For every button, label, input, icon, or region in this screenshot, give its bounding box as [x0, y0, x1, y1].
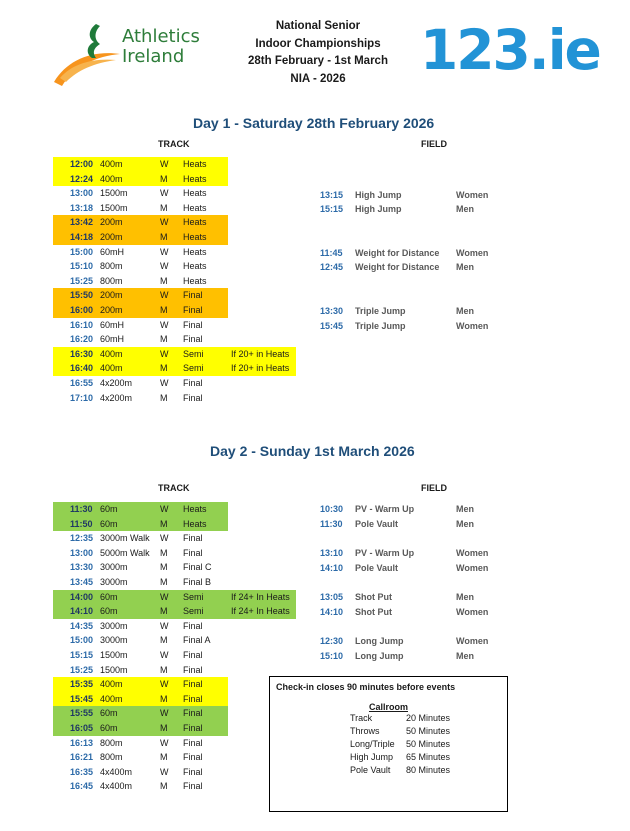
event-round: Heats [183, 232, 207, 242]
track-row [53, 663, 228, 678]
event-round: Final [183, 693, 203, 704]
field-row [320, 561, 520, 576]
event-gender: M [160, 334, 168, 345]
event-time: 14:10 [320, 562, 344, 573]
field-row [320, 517, 520, 532]
event-time: 11:45 [320, 247, 343, 258]
checkin-box [269, 676, 508, 812]
track-row [53, 648, 228, 663]
event-name: 200m [100, 232, 123, 242]
track-row [53, 517, 228, 532]
event-gender: W [160, 650, 169, 660]
event-time: 15:55 [70, 708, 94, 719]
event-time: 16:55 [70, 378, 94, 388]
event-time: 15:00 [70, 246, 94, 257]
event-name: 60m [100, 504, 118, 514]
event-gender: W [160, 319, 169, 330]
event-round: Semi [183, 348, 204, 359]
track-row [53, 230, 228, 245]
event-time: 15:50 [70, 290, 94, 301]
event-gender: Women [456, 636, 489, 646]
event-gender: Men [456, 262, 474, 272]
track-row [53, 633, 228, 648]
event-name: 200m [100, 290, 123, 301]
track-row [53, 677, 228, 692]
event-gender: W [160, 378, 169, 388]
event-gender: W [160, 737, 169, 748]
field-row [320, 649, 520, 664]
event-name: 800m [100, 752, 123, 763]
event-gender: M [160, 547, 168, 558]
event-time: 11:50 [70, 518, 93, 529]
event-time: 15:45 [320, 320, 344, 331]
event-name: 1500m [100, 202, 128, 213]
event-name: 4x400m [100, 766, 133, 777]
event-name: Weight for Distance [355, 247, 440, 258]
event-round: Final [183, 620, 203, 631]
event-round: Semi [183, 591, 204, 602]
event-name: 4x200m [100, 392, 133, 403]
event-gender: Men [456, 650, 474, 661]
event-time: 17:10 [70, 392, 94, 403]
event-time: 15:45 [70, 693, 94, 704]
event-round: Heats [183, 159, 207, 169]
event-name: 1500m [100, 188, 128, 199]
track-row [53, 361, 296, 376]
event-time: 16:13 [70, 737, 94, 748]
track-row [53, 721, 228, 736]
event-gender: W [160, 188, 169, 199]
event-gender: W [160, 708, 169, 719]
event-time: 14:18 [70, 232, 94, 242]
event-round: Final [183, 737, 203, 748]
event-gender: W [160, 679, 169, 690]
track-row [53, 502, 228, 517]
track-row [53, 172, 228, 187]
event-time: 16:20 [70, 334, 94, 345]
event-gender: W [160, 159, 169, 169]
event-round: Final [183, 392, 203, 403]
event-gender: Women [456, 320, 489, 331]
event-gender: Men [456, 306, 474, 316]
event-round: Final [183, 319, 203, 330]
event-time: 16:40 [70, 363, 94, 374]
event-note: If 20+ in Heats [231, 363, 290, 374]
field-row [320, 319, 520, 334]
event-gender: M [160, 781, 168, 792]
event-time: 15:25 [70, 275, 94, 286]
field-row [320, 188, 520, 203]
event-round: Final [183, 378, 203, 388]
event-time: 13:45 [70, 577, 94, 587]
event-name: 3000m [100, 562, 128, 573]
event-gender: Men [456, 504, 474, 514]
event-gender: M [160, 577, 168, 587]
event-time: 12:35 [70, 533, 94, 544]
day2-field-label: FIELD [421, 483, 447, 493]
event-name: 60mH [100, 334, 125, 345]
event-time: 15:10 [320, 650, 344, 661]
event-time: 13:15 [320, 189, 344, 200]
event-gender: Women [456, 562, 489, 573]
event-time: 15:15 [70, 650, 94, 660]
event-name: 60mH [100, 246, 125, 257]
event-round: Heats [183, 246, 207, 257]
event-time: 14:00 [70, 591, 94, 602]
event-round: Semi [183, 606, 204, 617]
event-gender: W [160, 766, 169, 777]
event-name: 60mH [100, 319, 125, 330]
track-row [53, 531, 228, 546]
event-round: Final B [183, 577, 212, 587]
event-gender: M [160, 518, 168, 529]
event-round: Final C [183, 562, 212, 573]
track-row [53, 376, 228, 391]
event-name: 200m [100, 217, 123, 228]
event-round: Final [183, 664, 203, 675]
event-round: Final [183, 290, 203, 301]
event-gender: W [160, 261, 169, 272]
event-time: 10:30 [320, 504, 344, 514]
event-round: Final [183, 334, 203, 345]
event-gender: M [160, 752, 168, 763]
event-gender: M [160, 606, 168, 617]
callroom-time: 80 Minutes [406, 765, 451, 775]
callroom-event: High Jump [350, 752, 394, 762]
event-time: 14:35 [70, 620, 94, 631]
event-name: PV - Warm Up [355, 504, 415, 514]
title-line: NIA - 2026 [290, 72, 346, 85]
track-row [53, 604, 296, 619]
event-round: Semi [183, 363, 204, 374]
event-time: 13:05 [320, 592, 344, 602]
track-row [53, 288, 228, 303]
event-time: 11:30 [70, 504, 93, 514]
event-name: PV - Warm Up [355, 548, 415, 558]
track-row [53, 391, 228, 406]
event-round: Heats [183, 275, 207, 286]
event-name: 200m [100, 305, 123, 315]
track-row [53, 332, 228, 347]
event-name: 60m [100, 708, 118, 719]
event-name: 1500m [100, 650, 128, 660]
track-row [53, 575, 228, 590]
event-note: If 24+ In Heats [231, 606, 290, 617]
day2-track-label: TRACK [158, 483, 190, 493]
event-time: 12:00 [70, 159, 94, 169]
field-row [320, 546, 520, 561]
page-title [230, 18, 406, 88]
event-gender: Women [456, 189, 489, 200]
callroom-time: 50 Minutes [406, 739, 451, 749]
callroom-heading: Callroom [368, 702, 408, 712]
event-round: Final [183, 766, 203, 777]
callroom-event: Track [350, 713, 373, 723]
event-gender: Women [456, 606, 489, 617]
event-name: 60m [100, 723, 118, 733]
event-name: 60m [100, 518, 118, 529]
callroom-event: Throws [350, 726, 380, 736]
event-name: 3000m [100, 635, 128, 646]
event-gender: W [160, 620, 169, 631]
event-gender: M [160, 173, 168, 184]
event-name: Long Jump [355, 636, 404, 646]
event-round: Heats [183, 217, 207, 228]
event-note: If 20+ in Heats [231, 348, 290, 359]
event-round: Final [183, 305, 203, 315]
event-round: Heats [183, 518, 207, 529]
event-time: 16:21 [70, 752, 94, 763]
event-gender: M [160, 202, 168, 213]
title-line: Indoor Championships [255, 37, 381, 50]
field-row [320, 202, 520, 217]
event-time: 15:25 [70, 664, 94, 675]
event-gender: W [160, 348, 169, 359]
event-note: If 24+ In Heats [231, 591, 290, 602]
track-row [53, 736, 228, 751]
event-time: 13:42 [70, 217, 94, 228]
event-time: 14:10 [320, 606, 344, 617]
event-gender: M [160, 305, 168, 315]
callroom-time: 65 Minutes [406, 752, 451, 762]
event-time: 12:30 [320, 636, 344, 646]
event-round: Final [183, 650, 203, 660]
event-round: Final [183, 723, 203, 733]
event-time: 12:24 [70, 173, 94, 184]
event-time: 13:00 [70, 547, 94, 558]
track-row [53, 765, 228, 780]
track-row [53, 560, 228, 575]
track-row [53, 186, 228, 201]
event-name: 800m [100, 261, 123, 272]
event-gender: Men [456, 592, 474, 602]
event-round: Final A [183, 635, 211, 646]
callroom-time: 50 Minutes [406, 726, 451, 736]
track-row [53, 274, 228, 289]
event-name: Shot Put [355, 606, 392, 617]
event-gender: M [160, 275, 168, 286]
event-time: 13:00 [70, 188, 94, 199]
event-round: Final [183, 679, 203, 690]
event-round: Final [183, 547, 203, 558]
field-row [320, 590, 520, 605]
event-name: Triple Jump [355, 306, 406, 316]
event-name: High Jump [355, 189, 402, 200]
track-row [53, 590, 296, 605]
event-gender: Men [456, 204, 474, 214]
event-name: 3000m [100, 620, 128, 631]
callroom-event: Pole Vault [350, 765, 391, 775]
event-gender: W [160, 591, 169, 602]
event-time: 13:30 [70, 562, 94, 573]
event-gender: M [160, 723, 168, 733]
track-row [53, 619, 228, 634]
event-name: High Jump [355, 204, 402, 214]
title-line: National Senior [275, 20, 361, 32]
event-name: Shot Put [355, 592, 392, 602]
event-gender: Women [456, 247, 489, 258]
event-round: Final [183, 781, 203, 792]
track-row [53, 546, 228, 561]
field-row [320, 605, 520, 620]
field-row [320, 246, 520, 261]
track-row [53, 750, 228, 765]
field-row [320, 260, 520, 275]
event-round: Final [183, 752, 203, 763]
event-time: 16:00 [70, 305, 94, 315]
event-name: 400m [100, 679, 123, 690]
logo-line-2: Ireland [122, 46, 185, 67]
event-round: Final [183, 533, 203, 544]
event-round: Final [183, 708, 203, 719]
sponsor-logo: 123.ie [420, 18, 600, 82]
event-round: Heats [183, 188, 207, 199]
track-row [53, 157, 228, 172]
day1-field-label: FIELD [421, 139, 447, 149]
event-gender: W [160, 246, 169, 257]
event-gender: M [160, 562, 168, 573]
event-time: 16:45 [70, 781, 94, 792]
event-name: 800m [100, 275, 123, 286]
event-name: 400m [100, 348, 123, 359]
event-round: Heats [183, 504, 207, 514]
logo-line-1: Athletics [122, 26, 200, 47]
event-time: 15:00 [70, 635, 94, 646]
event-time: 16:30 [70, 348, 94, 359]
event-time: 12:45 [320, 262, 344, 272]
title-line: 28th February - 1st March [248, 55, 388, 67]
event-time: 14:10 [70, 606, 94, 617]
event-round: Heats [183, 202, 207, 213]
track-row [53, 318, 228, 333]
event-name: 3000m [100, 577, 128, 587]
event-name: Triple Jump [355, 320, 406, 331]
event-time: 13:10 [320, 548, 344, 558]
event-gender: Women [456, 548, 489, 558]
event-round: Heats [183, 173, 207, 184]
event-name: 400m [100, 173, 123, 184]
event-gender: Men [456, 518, 474, 529]
event-time: 15:10 [70, 261, 94, 272]
event-gender: W [160, 504, 169, 514]
event-name: 3000m Walk [100, 533, 150, 544]
event-name: 1500m [100, 664, 128, 675]
day1-heading: Day 1 - Saturday 28th February 2026 [193, 115, 435, 131]
event-name: 400m [100, 693, 123, 704]
event-name: 400m [100, 159, 123, 169]
event-gender: M [160, 664, 168, 675]
event-time: 15:15 [320, 204, 344, 214]
track-row [53, 692, 228, 707]
event-round: Heats [183, 261, 207, 272]
event-name: 4x200m [100, 378, 133, 388]
event-time: 11:30 [320, 518, 343, 529]
event-time: 13:18 [70, 202, 94, 213]
callroom-event: Long/Triple [350, 739, 395, 749]
event-gender: M [160, 635, 168, 646]
track-row [53, 201, 228, 216]
event-time: 15:35 [70, 679, 94, 690]
day2-heading: Day 2 - Sunday 1st March 2026 [210, 443, 415, 459]
callroom-time: 20 Minutes [406, 713, 451, 723]
track-row [53, 259, 228, 274]
event-time: 16:35 [70, 766, 94, 777]
event-name: Weight for Distance [355, 262, 440, 272]
track-row [53, 245, 228, 260]
event-gender: W [160, 217, 169, 228]
event-name: 60m [100, 591, 118, 602]
event-name: Long Jump [355, 650, 404, 661]
track-row [53, 779, 228, 794]
event-name: 400m [100, 363, 123, 374]
track-row [53, 303, 228, 318]
event-gender: M [160, 693, 168, 704]
field-row [320, 304, 520, 319]
checkin-heading: Check-in closes 90 minutes before events [276, 682, 456, 692]
event-gender: W [160, 290, 169, 301]
event-name: Pole Vault [355, 562, 399, 573]
day1-track-label: TRACK [158, 139, 190, 149]
event-name: 60m [100, 606, 118, 617]
event-time: 13:30 [320, 306, 344, 316]
track-row [53, 347, 296, 362]
track-row [53, 215, 228, 230]
event-gender: M [160, 392, 168, 403]
event-name: 800m [100, 737, 123, 748]
event-name: 5000m Walk [100, 547, 150, 558]
event-time: 16:05 [70, 723, 94, 733]
runner-swoosh-icon [52, 20, 122, 90]
athletics-ireland-logo [52, 20, 212, 90]
field-row [320, 502, 520, 517]
event-gender: W [160, 533, 169, 544]
event-name: 4x400m [100, 781, 133, 792]
track-row [53, 706, 228, 721]
event-time: 16:10 [70, 319, 94, 330]
event-gender: M [160, 363, 168, 374]
event-name: Pole Vault [355, 518, 399, 529]
field-row [320, 634, 520, 649]
event-gender: M [160, 232, 168, 242]
